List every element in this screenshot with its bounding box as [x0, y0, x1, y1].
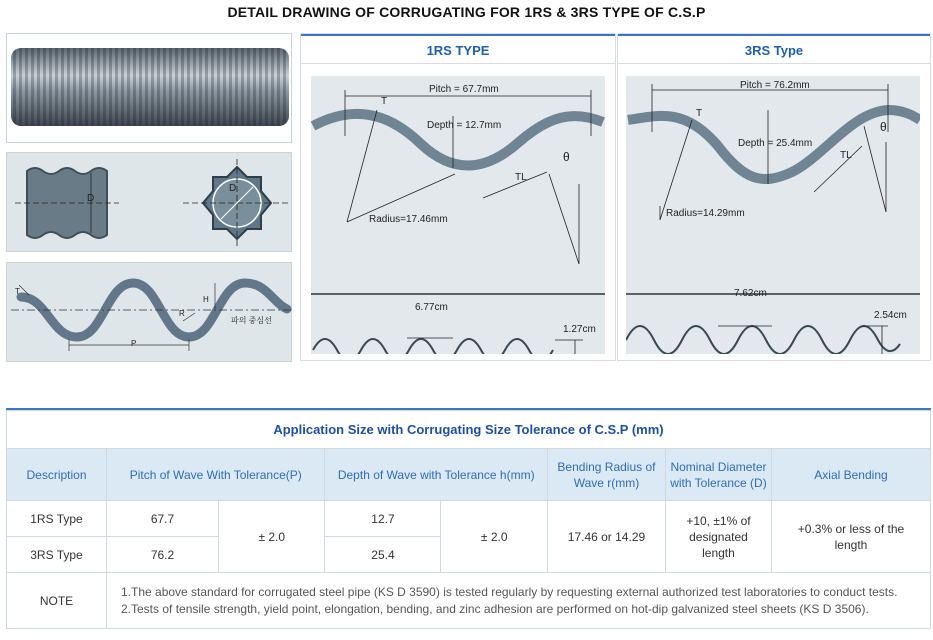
theta-1rs: θ	[563, 150, 570, 164]
wave-len-3rs: 7.62cm	[734, 288, 767, 299]
depth-1rs: Depth = 12.7mm	[427, 120, 502, 131]
pitch-3rs: Pitch = 76.2mm	[740, 80, 810, 91]
pipe-photo	[6, 33, 292, 143]
pipe-section-drawing	[6, 152, 292, 252]
drawing-1rs	[311, 76, 605, 354]
page-title: DETAIL DRAWING OF CORRUGATING FOR 1RS & 3RS TYPE OF C.S.P	[227, 4, 706, 20]
row-1rs-pitch: 67.7	[107, 501, 219, 537]
row-1rs-type: 1RS Type	[7, 501, 107, 537]
pitch-label: P	[131, 339, 137, 348]
thickness-label: T	[15, 287, 20, 296]
header-depth: Depth of Wave with Tolerance h(mm)	[325, 449, 547, 501]
nominal-diameter-value: +10, ±1% of designated length	[665, 501, 771, 573]
pitch-1rs: Pitch = 67.7mm	[429, 84, 499, 95]
note-line-1: 1.The above standard for corrugated steel pipe (KS D 3590) is tested regularly by requesting external authorized test laboratories to conduct tests.	[121, 584, 898, 599]
tolerance-table	[6, 408, 931, 629]
bending-radius-value: 17.46 or 14.29	[547, 501, 665, 573]
height-label: H	[203, 295, 209, 304]
header-axial-bending: Axial Bending	[771, 449, 930, 501]
depth-3rs: Depth = 25.4mm	[738, 138, 813, 149]
radius-3rs: Radius=14.29mm	[666, 208, 745, 219]
note-line-2: 2.Tests of tensile strength, yield point, elongation, bending, and zinc adhesion are performed on hot-dip galvanized steel sheets (KS D 3506).	[121, 601, 869, 616]
header-bending-radius: Bending Radius of Wave r(mm)	[547, 449, 665, 501]
diameter-label-side: D	[87, 193, 95, 204]
tl-3rs: TL	[840, 150, 852, 161]
row-1rs-depth: 12.7	[325, 501, 441, 537]
wave-profile-drawing	[6, 262, 292, 362]
t-1rs: T	[381, 96, 388, 107]
t-3rs: T	[696, 108, 703, 119]
radius-1rs: Radius=17.46mm	[369, 214, 448, 225]
panel-3rs-header: 3RS Type	[618, 34, 930, 64]
header-nominal-diameter: Nominal Diameter with Tolerance (D)	[665, 449, 771, 501]
radius-label: R	[179, 309, 185, 318]
header-pitch: Pitch of Wave With Tolerance(P)	[107, 449, 325, 501]
panel-1rs-header: 1RS TYPE	[301, 34, 615, 64]
row-3rs-pitch: 76.2	[107, 537, 219, 573]
wave-height-3rs: 2.54cm	[874, 310, 907, 321]
pitch-tolerance: ± 2.0	[219, 501, 325, 573]
drawing-3rs	[626, 76, 920, 354]
wave-height-1rs: 1.27cm	[563, 324, 596, 335]
row-3rs-depth: 25.4	[325, 537, 441, 573]
note-label: NOTE	[7, 573, 107, 629]
axial-bending-value: +0.3% or less of the length	[771, 501, 930, 573]
panel-1rs	[300, 33, 616, 361]
row-3rs-type: 3RS Type	[7, 537, 107, 573]
center-line-label: 파의 중심선	[231, 316, 272, 325]
panel-3rs	[617, 33, 931, 361]
depth-tolerance: ± 2.0	[441, 501, 547, 573]
header-description: Description	[7, 449, 107, 501]
diameter-label-circle: D	[229, 183, 237, 194]
tl-1rs: TL	[515, 172, 527, 183]
wave-len-1rs: 6.77cm	[415, 302, 448, 313]
table-caption: Application Size with Corrugating Size Tolerance of C.S.P (mm)	[7, 411, 931, 449]
theta-3rs: θ	[880, 120, 887, 134]
note-text	[107, 573, 931, 629]
